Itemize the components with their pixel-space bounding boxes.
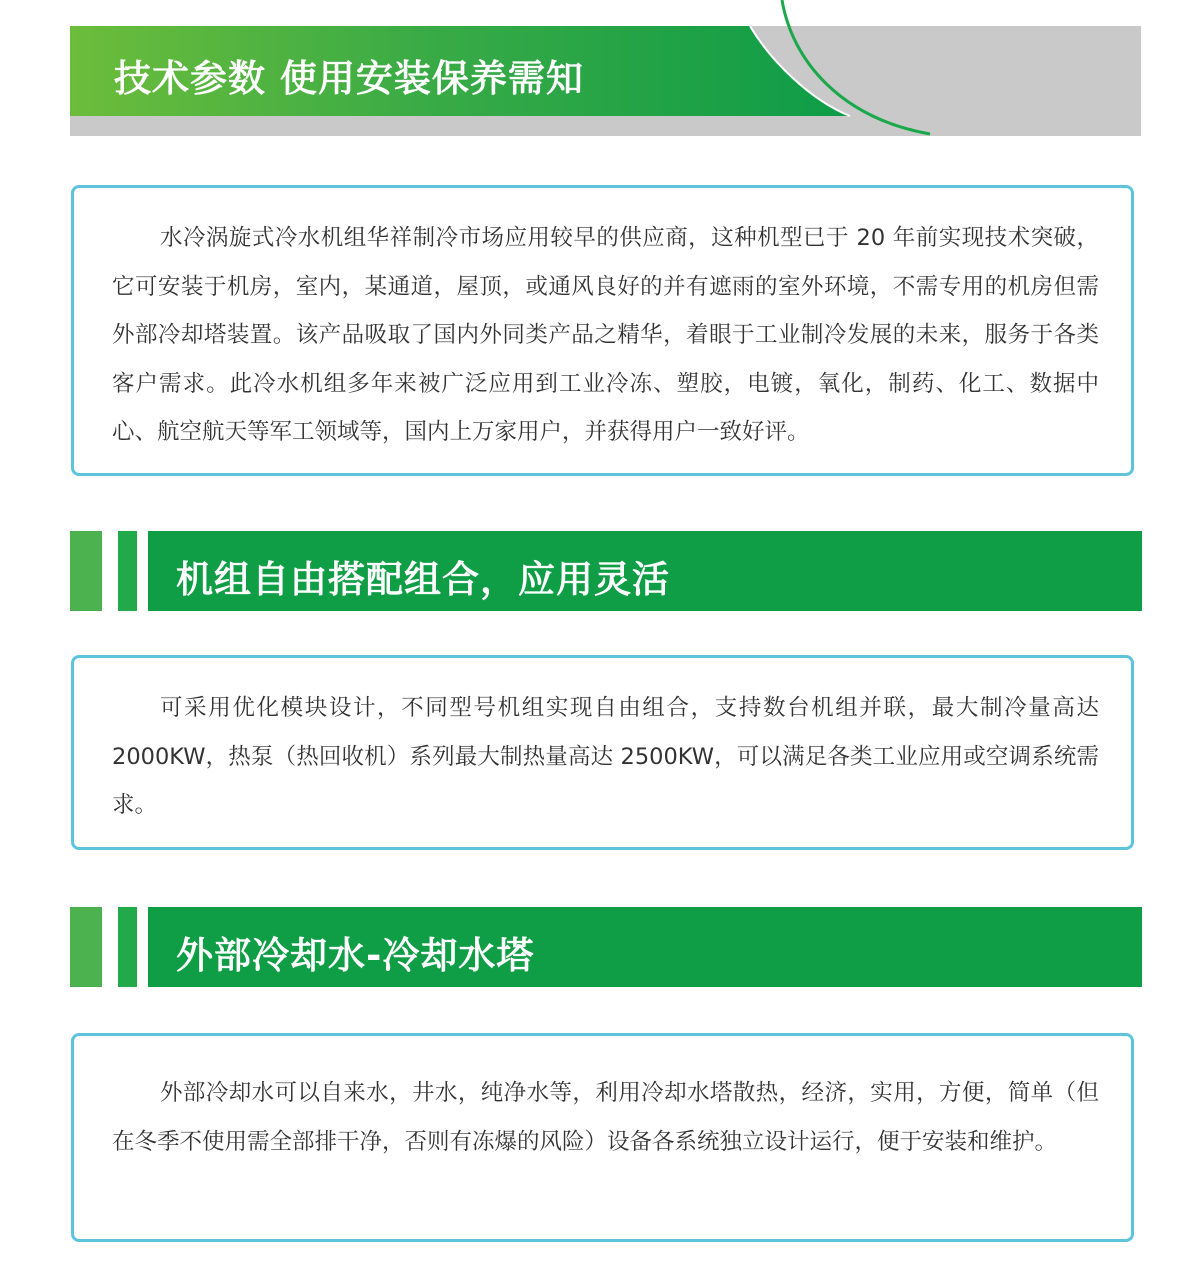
section-header-bg: [148, 907, 1142, 987]
accent-bar: [70, 531, 102, 611]
cooling-tower-text: 外部冷却水可以自来水，井水，纯净水等，利用冷却水塔散热，经济，实用，方便，简单（但在冬季不使用需全部排干净，否则有冻爆的风险）设备各系统独立设计运行，便于安装和维护。: [112, 1080, 1099, 1155]
intro-box: [71, 185, 1134, 476]
accent-bar: [118, 531, 137, 611]
section-header-combination: [70, 531, 1142, 611]
accent-bar: [118, 907, 137, 987]
intro-text: 水冷涡旋式冷水机组华祥制冷市场应用较早的供应商，这种机型已于 20 年前实现技术突破，它可安装于机房，室内，某通道，屋顶，或通风良好的并有遮雨的室外环境，不需专用的机房但需外部冷却塔装置。该产品吸取了国内外同类产品之精华，着眼于工业制冷发展的未来，服务于各类客户需求。此冷水机组多年来被广泛应用到工业冷冻、塑胶，电镀，氧化，制药、化工、数据中心、航空航天等军工领域等，国内上万家用户，并获得用户一致好评。: [112, 225, 1099, 445]
combination-text: 可采用优化模块设计，不同型号机组实现自由组合，支持数台机组并联，最大制冷量高达 2000KW，热泵（热回收机）系列最大制热量高达 2500KW，可以满足各类工业应用或空调系统需求。: [112, 695, 1099, 818]
section-title: 机组自由搭配组合，应用灵活: [176, 558, 670, 601]
cooling-tower-box: [71, 1033, 1134, 1242]
section-header-cooling-tower: [70, 907, 1142, 987]
section-title: 外部冷却水-冷却水塔: [176, 934, 535, 977]
banner-title: 技术参数 使用安装保养需知: [114, 57, 584, 100]
top-banner: [70, 0, 1141, 136]
combination-box: [71, 655, 1134, 850]
section-header-bg: [148, 531, 1142, 611]
accent-bar: [70, 907, 102, 987]
